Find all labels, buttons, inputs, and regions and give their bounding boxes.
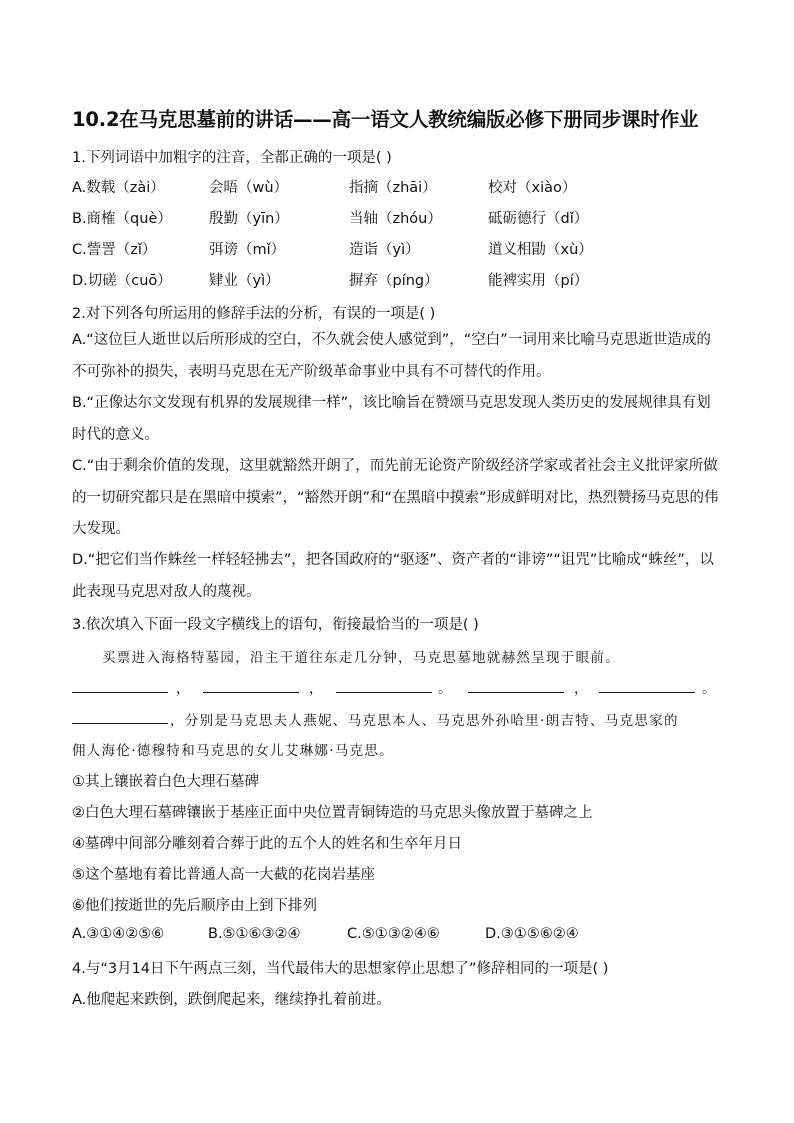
q3-blank-4: [468, 692, 564, 693]
q3-passage-line-3: [72, 709, 724, 729]
q3-blank-3: [336, 692, 432, 693]
q1-a-3: 指摘（zhāi）: [349, 180, 437, 196]
q2-option-c: C.“由于剩余价值的发现，这里就豁然开朗了，而先前无论资产阶级经济学家或者社会主义批评家所做的一切研究都只是在黑暗中摸索”，“豁然开朗”和“在黑暗中摸索”形成鲜明对比，热烈赞扬马克思的伟大发现。: [72, 458, 719, 537]
q1-b-1: B.商榷（què）: [72, 211, 172, 227]
q3-passage-start: 买票进入海格特墓园，沿主干道往东走几分钟，马克思墓地就赫然呈现于眼前。: [102, 650, 620, 666]
q1-c-3: 造诣（yì）: [349, 242, 420, 258]
q2-stem: 2.对下列各句所运用的修辞手法的分析，有误的一项是( ): [72, 306, 436, 322]
q3-item-4: ④墓碑中间部分雕刻着合葬于此的五个人的姓名和生卒年月日: [72, 836, 462, 852]
q2-option-d: D.“把它们当作蛛丝一样轻轻拂去”，把各国政府的“驱逐”、资产者的“诽谤”“诅咒”比喻成“蛛丝”，以此表现马克思对敌人的蔑视。: [72, 552, 714, 600]
page-title: 10.2在马克思墓前的讲话——高一语文人教统编版必修下册同步课时作业: [72, 108, 699, 131]
q1-b-2: 殷勤（yīn）: [209, 211, 289, 227]
q1-option-row-d: [72, 269, 724, 289]
q1-b-3: 当轴（zhóu）: [349, 211, 442, 227]
q1-d-2: 肄业（yì）: [209, 273, 280, 289]
q3-item-6: ⑥他们按逝世的先后顺序由上到下排列: [72, 898, 317, 914]
q3-item-2: ②白色大理石墓碑镶嵌于基座正面中央位置青铜铸造的马克思头像放置于墓碑之上: [72, 805, 593, 821]
q3-option-c: C.⑤①③②④⑥: [347, 926, 440, 942]
q3-punct-2: ，: [309, 681, 323, 697]
q1-a-4: 校对（xiào）: [488, 180, 577, 196]
q3-punct-5: 。: [702, 681, 716, 697]
q3-punct-1: ，: [176, 681, 190, 697]
q3-blank-row: [72, 678, 724, 698]
q1-option-row-c: [72, 238, 724, 258]
q1-a-1: A.数载（zài）: [72, 180, 165, 196]
q1-c-4: 道义相勖（xù）: [488, 242, 593, 258]
q1-c-2: 弭谤（mǐ）: [209, 242, 286, 258]
q1-option-row-b: [72, 207, 724, 227]
q1-a-2: 会晤（wù）: [209, 180, 289, 196]
q3-option-b: B.⑤①⑥③②④: [208, 926, 301, 942]
q3-blank-2: [203, 692, 299, 693]
q3-blank-1: [72, 692, 168, 693]
q3-item-1: ①其上镶嵌着白色大理石墓碑: [72, 774, 259, 790]
q1-d-4: 能裨实用（pí）: [488, 273, 589, 289]
q4-stem: 4.与“3月14日下午两点三刻，当代最伟大的思想家停止思想了”修辞相同的一项是( ): [72, 961, 609, 977]
q1-d-1: D.切磋（cuō）: [72, 273, 172, 289]
q1-option-row-a: [72, 176, 724, 196]
q2-option-a: A.“这位巨人逝世以后所形成的空白，不久就会使人感觉到”，“空白”一词用来比喻马克思逝世造成的不可弥补的损失，表明马克思在无产阶级革命事业中具有不可替代的作用。: [72, 332, 711, 380]
q3-option-d: D.③①⑤⑥②④: [485, 926, 579, 942]
q3-blank-5: [599, 692, 695, 693]
q3-passage-end-1: ，分别是马克思夫人燕妮、马克思本人、马克思外孙哈里·朗吉特、马克思家的: [170, 713, 679, 729]
q2-option-b: B.“正像达尔文发现有机界的发展规律一样”，该比喻旨在赞颂马克思发现人类历史的发展规律具有划时代的意义。: [72, 395, 711, 443]
q1-d-3: 摒弃（píng）: [349, 273, 439, 289]
q3-option-a: A.③①④②⑤⑥: [72, 926, 165, 942]
q4-option-a: A.他爬起来跌倒，跌倒爬起来，继续挣扎着前进。: [72, 992, 391, 1008]
q3-punct-4: ，: [574, 681, 588, 697]
q3-punct-3: 。: [438, 681, 452, 697]
q3-stem: 3.依次填入下面一段文字横线上的语句，衔接最恰当的一项是( ): [72, 617, 479, 633]
q1-b-4: 砥砺德行（dǐ）: [488, 211, 589, 227]
q3-passage-end-2: 佣人海伦·德穆特和马克思的女儿艾琳娜·马克思。: [72, 743, 394, 759]
q1-c-1: C.訾詈（zǐ）: [72, 242, 157, 258]
q1-stem: 1.下列词语中加粗字的注音，全都正确的一项是( ): [72, 150, 392, 166]
q3-blank-6: [72, 723, 168, 724]
q3-item-5: ⑤这个墓地有着比普通人高一大截的花岗岩基座: [72, 867, 375, 883]
